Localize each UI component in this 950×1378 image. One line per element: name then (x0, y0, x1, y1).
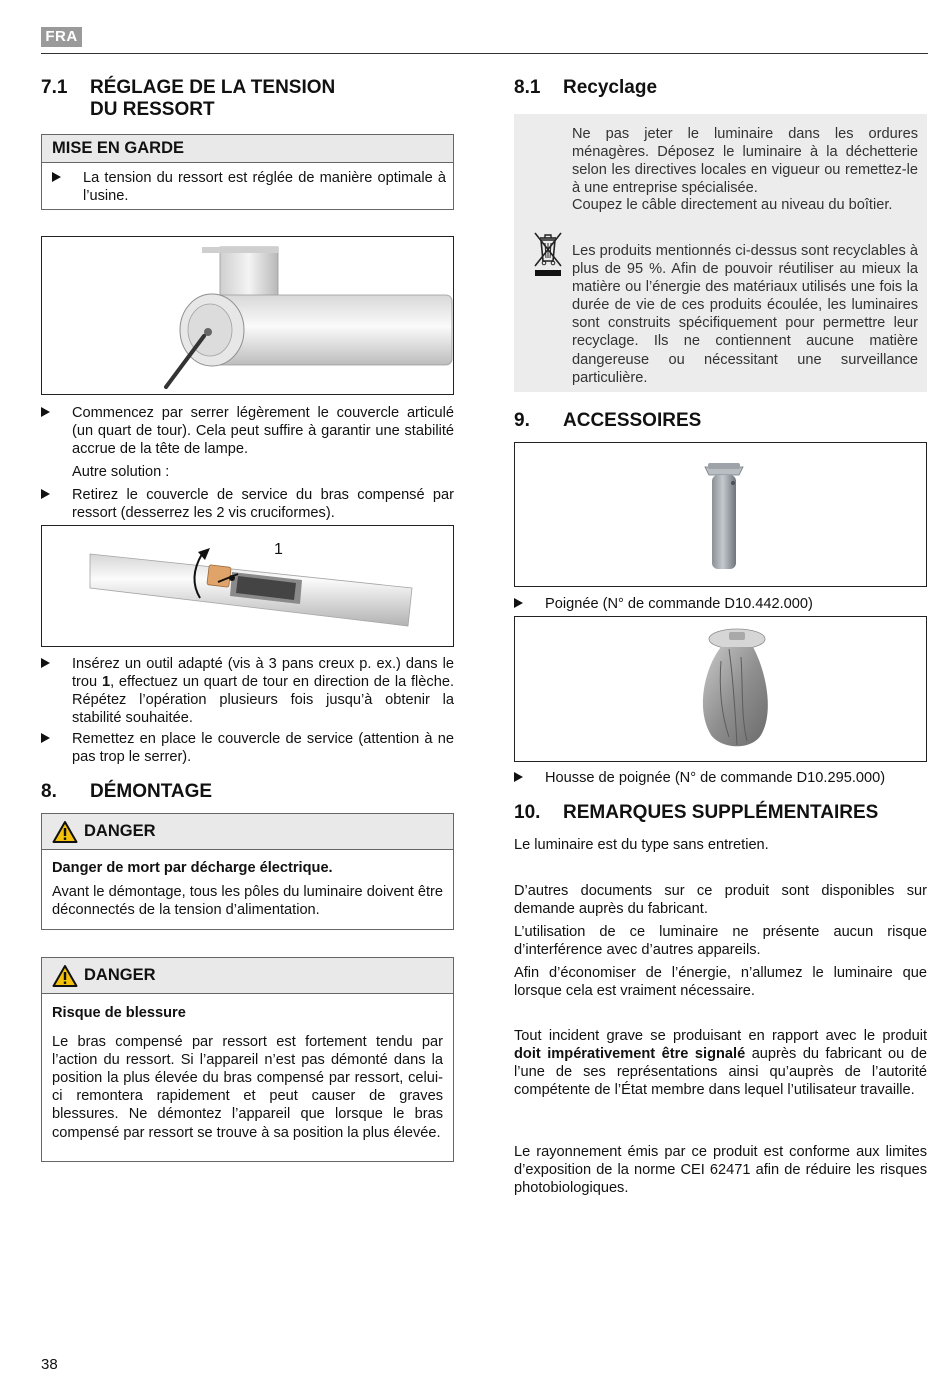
bullet-arrow-icon (52, 172, 61, 182)
remark-documents: D’autres documents sur ce produit sont disponibles sur demande auprès du fabricant. (514, 883, 927, 918)
accessory-cover-bullet: Housse de poignée (N° de commande D10.295.000) (514, 769, 927, 787)
danger-box-electric (41, 813, 454, 930)
recycling-paragraph-2: Coupez le câble directement au niveau du boîtier. (572, 197, 893, 213)
bullet-arrow-icon (41, 407, 50, 417)
section-7-1-heading: 7.1 RÉGLAGE DE LA TENSION DU RESSORT (41, 77, 336, 120)
danger-1-heading: Danger de mort par décharge électrique. (52, 860, 333, 876)
section-8-1-heading: 8.1 Recyclage (514, 77, 658, 98)
recycling-paragraph-1: Ne pas jeter le luminaire dans les ordures ménagères. Déposez le luminaire à la déchetterie selon les directives locales en vigueur ou remettez-le à une entreprise spécialisée. (572, 126, 918, 197)
figure-handle-cover (514, 616, 927, 762)
section-10-heading: 10. REMARQUES SUPPLÉMENTAIRES (514, 802, 879, 823)
handle-illustration (515, 443, 927, 587)
recycling-box (514, 114, 927, 392)
instruction-bullet-1: Commencez par serrer légèrement le couvercle articulé (un quart de tour). Cela peut suffire à garantir une stabilité accrue de la tête de lampe. (41, 404, 454, 458)
remark-radiation: Le rayonnement émis par ce produit est conforme aux limites d’exposition de la norme CEI 62471 afin de réduire les risques photobiologiques. (514, 1144, 927, 1197)
page-number: 38 (41, 1356, 58, 1373)
figure-handle (514, 442, 927, 587)
remark-energy: Afin d’économiser de l’énergie, n’allumez le luminaire que lorsque cela est vraiment nécessaire. (514, 965, 927, 1000)
danger-title: DANGER (42, 958, 453, 994)
danger-2-text: Le bras compensé par ressort est fortement tendu par l’action du ressort. Si l’appareil n’est pas démonté dans la position la plus élevée du bras compensé par ressort, celui-ci remontera rapidement et peut causer de graves blessures. Ne démontez l’appareil que lorsque le bras compensé par ressort se trouve à sa position la plus élevée. (52, 1034, 443, 1141)
recycling-paragraph-3: Les produits mentionnés ci-dessus sont recyclables à plus de 95 %. Afin de pouvoir réutiliser au mieux la matière ou l’énergie des matériaux utilisés une fois la durée de vie de ces produits écoulée, les luminaires sont construits spécifiquement pour permettre leur recyclage. Ils ne contiennent aucune matière dangereuse ou nécessitant une surveillance particulière. (572, 243, 918, 386)
bullet-arrow-icon (514, 772, 523, 782)
figure-callout-1: 1 (274, 541, 283, 558)
service-cover-illustration (42, 526, 454, 647)
bullet-arrow-icon (41, 658, 50, 668)
danger-title: DANGER (42, 814, 453, 850)
handle-cover-illustration (515, 617, 927, 762)
warning-triangle-icon (52, 964, 78, 988)
language-tab: FRA (41, 27, 82, 47)
section-9-heading: 9. ACCESSOIRES (514, 410, 702, 431)
danger-1-text: Avant le démontage, tous les pôles du luminaire doivent être déconnectés de la tension d’alimentation. (52, 884, 443, 919)
bullet-arrow-icon (514, 598, 523, 608)
warning-triangle-icon (52, 820, 78, 844)
figure-articulated-cover (41, 236, 454, 395)
alternative-label: Autre solution : (72, 464, 170, 480)
danger-2-heading: Risque de blessure (52, 1005, 186, 1021)
bullet-arrow-icon (41, 489, 50, 499)
remark-interference: L’utilisation de ce luminaire ne présente aucun risque d’interférence avec d’autres appareils. (514, 924, 927, 959)
remark-incident: Tout incident grave se produisant en rapport avec le produit doit impérativement être signalé auprès du fabricant ou de l’une de ses représentations ainsi qu’auprès de l’autorité compétente de l’État membre dans lequel l’utilisateur travaille. (514, 1028, 927, 1099)
articulated-cover-illustration (42, 237, 454, 395)
figure-service-cover (41, 525, 454, 647)
warning-bullet: La tension du ressort est réglée de manière optimale à l’usine. (52, 169, 446, 205)
warning-title: MISE EN GARDE (42, 135, 453, 163)
danger-box-injury (41, 957, 454, 1162)
instruction-bullet-2: Retirez le couvercle de service du bras compensé par ressort (desserrez les 2 vis cruciformes). (41, 486, 454, 522)
header-rule (41, 53, 928, 54)
warning-box (41, 134, 454, 210)
accessory-handle-bullet: Poignée (N° de commande D10.442.000) (514, 595, 927, 613)
bullet-arrow-icon (41, 733, 50, 743)
section-8-heading: 8. DÉMONTAGE (41, 781, 213, 802)
remark-maintenance: Le luminaire est du type sans entretien. (514, 837, 769, 853)
crossed-bin-icon (532, 229, 564, 279)
instruction-bullet-3: Insérez un outil adapté (vis à 3 pans creux p. ex.) dans le trou 1, effectuez un quart de tour en direction de la flèche. Répétez l’opération plusieurs fois jusqu’à obtenir la stabilité souhaitée. (41, 655, 454, 727)
instruction-bullet-4: Remettez en place le couvercle de service (attention à ne pas trop le serrer). (41, 730, 454, 766)
